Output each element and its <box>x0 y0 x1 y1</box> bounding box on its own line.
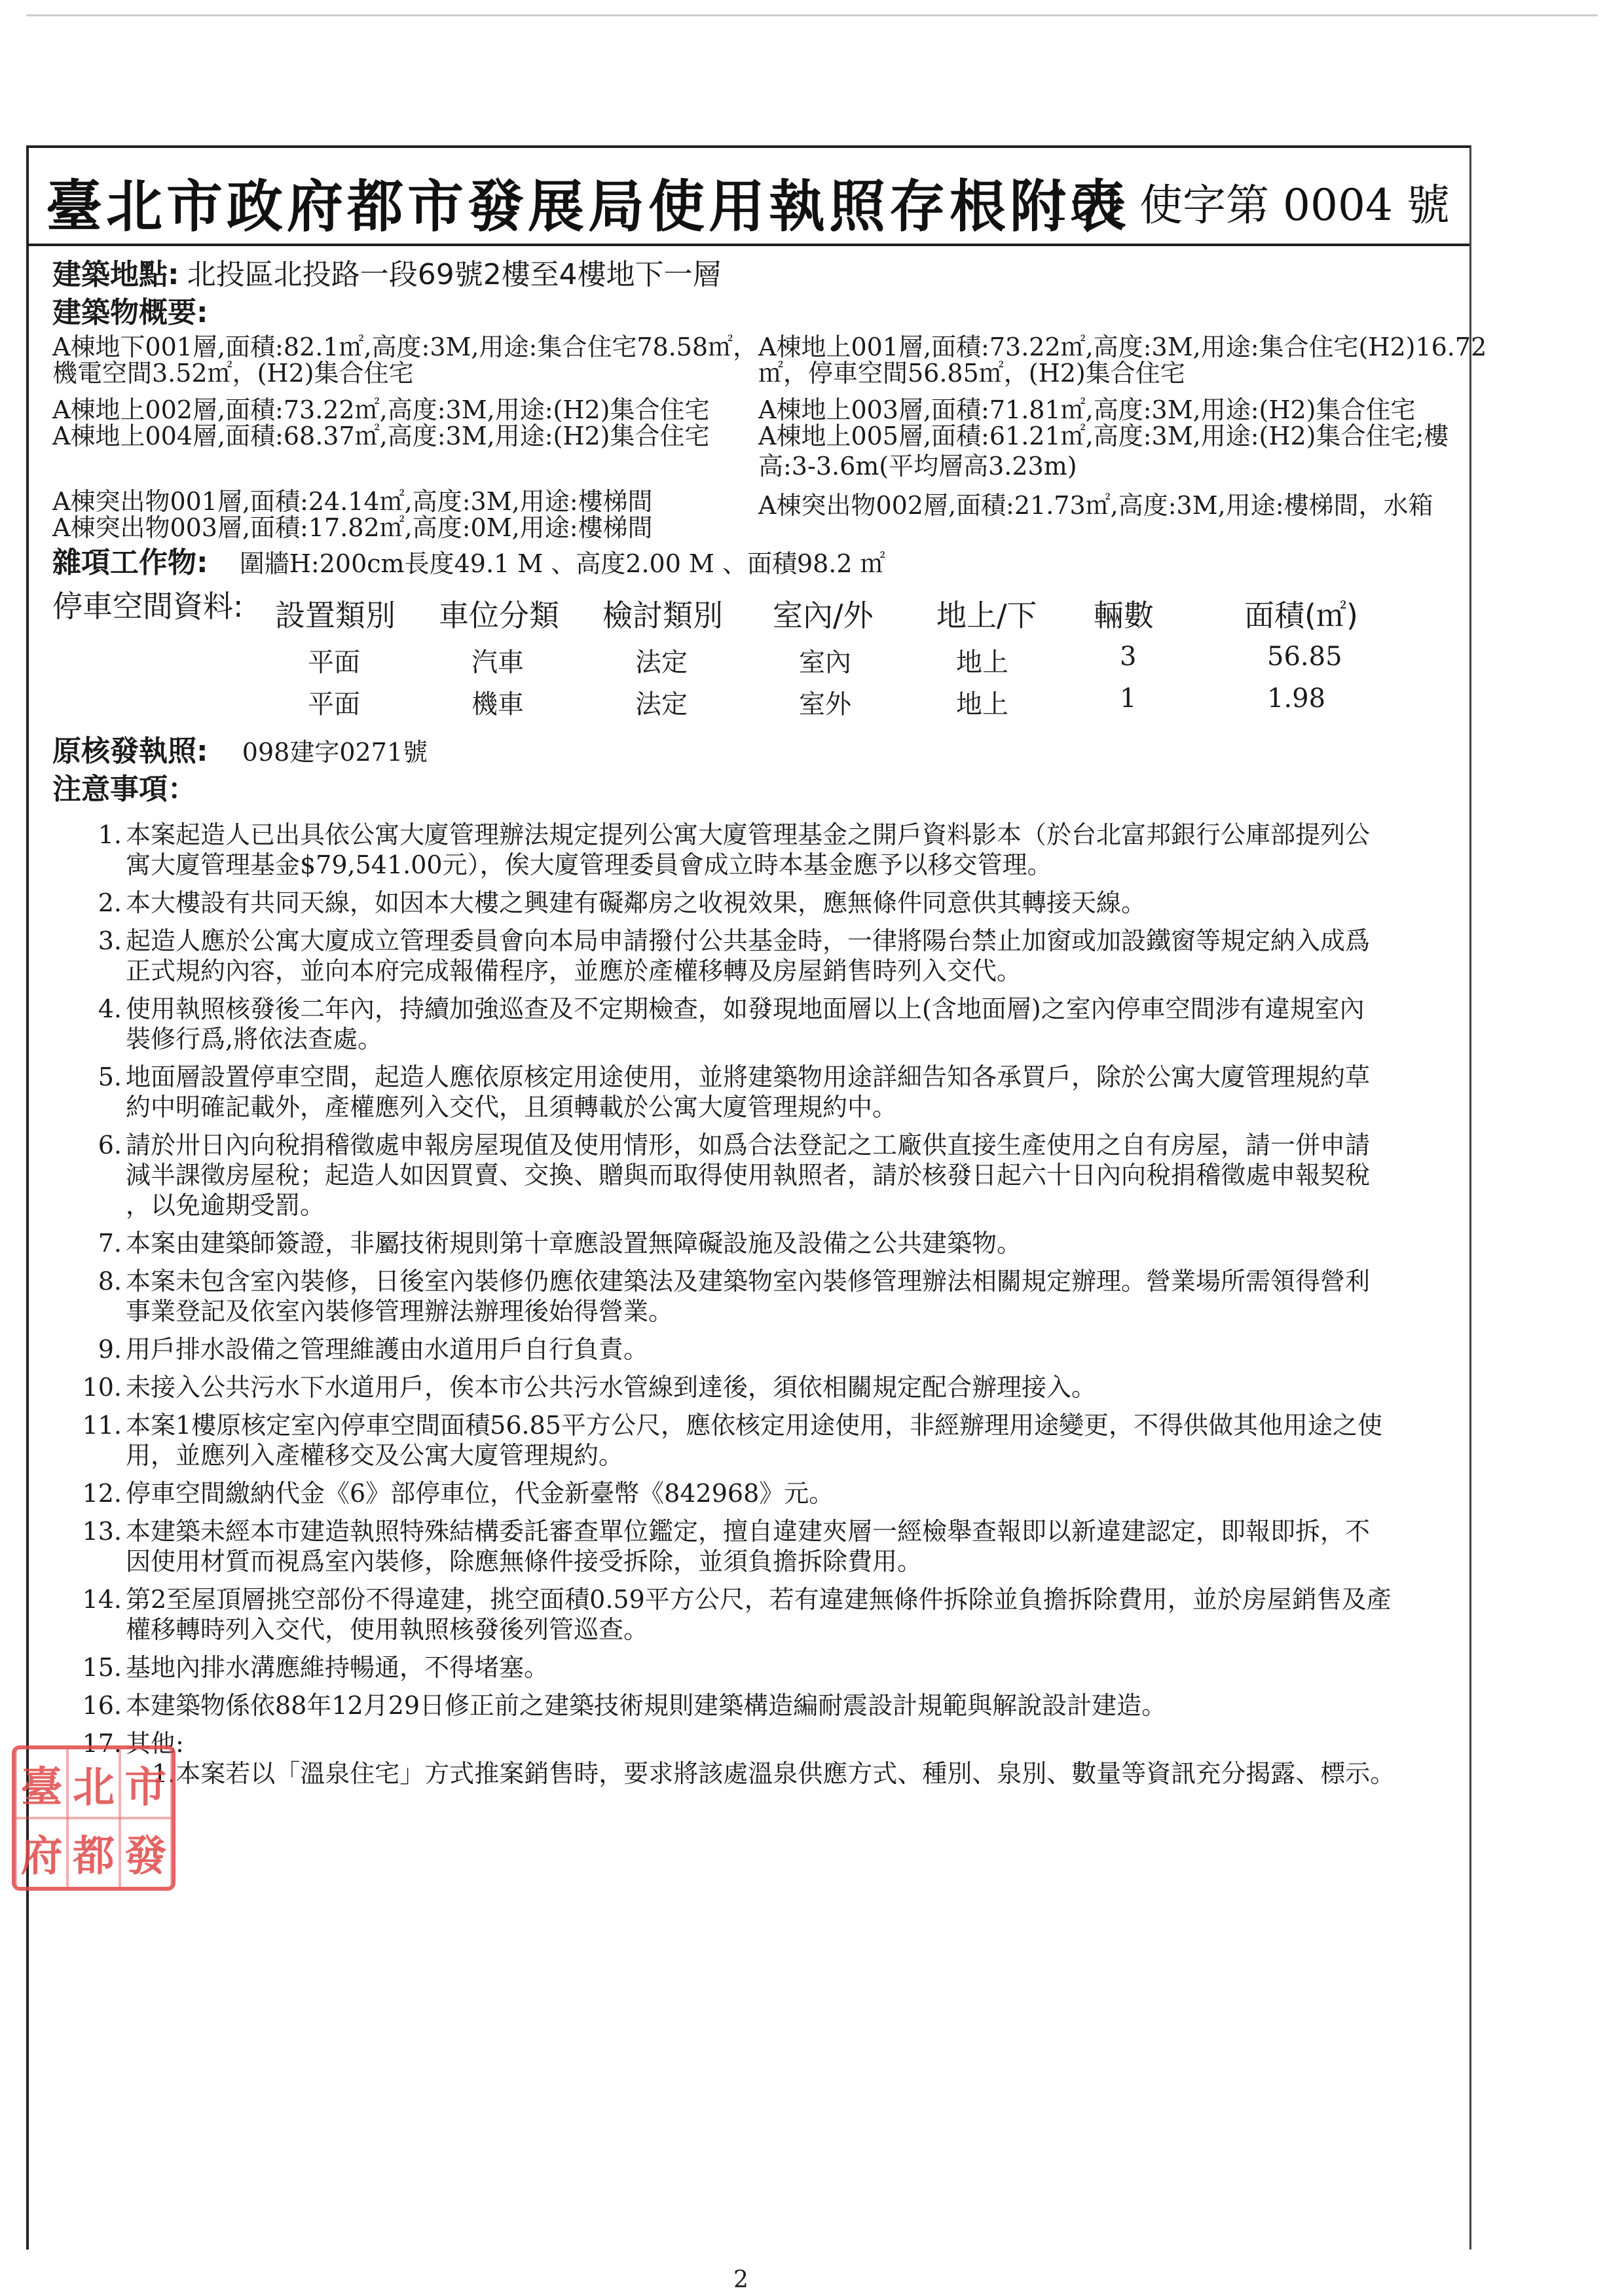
overview-left-line: A棟突出物001層,面積:24.14㎡,高度:3M,用途:樓梯間 <box>52 487 653 516</box>
parking-label: 停車空間資料: <box>52 589 244 624</box>
note-line <box>77 956 1452 986</box>
note-line <box>77 1130 1452 1160</box>
note-text: 本案由建築師簽證，非屬技術規則第十章應設置無障礙設施及設備之公共建築物。 <box>126 1229 1022 1258</box>
misc-row <box>52 546 885 579</box>
note-number: 12. <box>82 1479 122 1508</box>
note-text: 其他: <box>126 1729 184 1758</box>
note-number: 17. <box>82 1729 122 1758</box>
note-number: 8. <box>98 1267 122 1296</box>
note-number: 10. <box>82 1373 122 1402</box>
note-number: 15. <box>82 1653 122 1682</box>
note-line <box>77 1690 1452 1721</box>
note-line <box>77 1062 1452 1092</box>
overview-right-line: A棟地上003層,面積:71.81㎡,高度:3M,用途:(H2)集合住宅 <box>758 395 1416 424</box>
parking-cell: 地上 <box>956 689 1008 720</box>
note-number: 16. <box>82 1691 122 1720</box>
original-permit-row <box>52 737 428 767</box>
parking-header-cell: 設置類別 <box>275 598 396 633</box>
parking-cell: 1.98 <box>1267 683 1326 714</box>
note-text: 減半課徵房屋稅；起造人如因買賣、交換、贈與而取得使用執照者，請於核發日起六十日內向稅捐稽徵處申報契稅 <box>126 1161 1371 1190</box>
note-text: 基地內排水溝應維持暢通，不得堵塞。 <box>126 1653 549 1682</box>
note-text: 寓大廈管理基金$79,541.00元），俟大廈管理委員會成立時本基金應予以移交管理。 <box>126 850 1052 879</box>
site-value: 北投區北投路一段69號2樓至4樓地下一層 <box>187 258 722 291</box>
note-text: 用戶排水設備之管理維護由水道用戶自行負責。 <box>126 1335 649 1364</box>
note-line <box>77 1160 1452 1190</box>
parking-cell: 法定 <box>635 689 688 720</box>
note-line <box>77 1190 1452 1220</box>
overview-left-line: A棟突出物003層,面積:17.82㎡,高度:0M,用途:樓梯間 <box>52 513 653 542</box>
parking-header-cell: 地上/下 <box>936 598 1037 633</box>
parking-cell: 室內 <box>799 647 851 678</box>
note-line <box>77 1440 1452 1470</box>
parking-cell: 平面 <box>308 647 360 678</box>
note-number: 1. <box>98 820 122 849</box>
note-line <box>77 1516 1452 1546</box>
original-permit-label: 原核發執照: <box>52 735 208 768</box>
overview-right-line: A棟地上005層,面積:61.21㎡,高度:3M,用途:(H2)集合住宅;樓 <box>758 422 1449 450</box>
note-text: 權移轉時列入交代，使用執照核發後列管巡查。 <box>126 1615 649 1644</box>
parking-cell: 地上 <box>956 647 1008 678</box>
note-text: 1.本案若以「溫泉住宅」方式推案銷售時，要求將該處溫泉供應方式、種別、泉別、數量等資訊充分揭露、標示。 <box>152 1759 1395 1788</box>
note-line <box>77 1758 1452 1789</box>
overview-left-line: A棟地上004層,面積:68.37㎡,高度:3M,用途:(H2)集合住宅 <box>52 422 710 450</box>
note-text: 地面層設置停車空間，起造人應依原核定用途使用，並將建築物用途詳細告知各承買戶，除於公寓大廈管理規約草 <box>126 1063 1371 1091</box>
note-text: 未接入公共污水下水道用戶，俟本市公共污水管線到達後，須依相關規定配合辦理接入。 <box>126 1373 1097 1402</box>
note-number: 11. <box>82 1411 122 1440</box>
title-row <box>26 145 1469 246</box>
parking-cell: 3 <box>1120 642 1137 672</box>
scan-edge-line <box>26 14 1598 16</box>
note-text: 因使用材質而視爲室內裝修，除應無條件接受拆除，並須負擔拆除費用。 <box>126 1547 923 1576</box>
site-label: 建築地點: <box>52 258 179 291</box>
note-line <box>77 994 1452 1024</box>
note-line <box>77 1228 1452 1258</box>
stamp-char: 北 <box>67 1748 119 1819</box>
note-text: 裝修行爲,將依法查處。 <box>126 1025 383 1053</box>
stamp-char: 發 <box>120 1817 172 1888</box>
note-line <box>77 926 1452 956</box>
note-line <box>77 1092 1452 1122</box>
note-text: ，以免逾期受罰。 <box>126 1191 325 1220</box>
note-text: 本建築物係依88年12月29日修正前之建築技術規則建築構造編耐震設計規範與解說設計建造。 <box>126 1691 1167 1720</box>
parking-header-cell: 面積(㎡) <box>1244 598 1358 633</box>
official-seal-stamp <box>12 1745 175 1891</box>
note-text: 第2至屋頂層挑空部份不得違建，挑空面積0.59平方公尺，若有違建無條件拆除並負擔拆除費用，並於房屋銷售及產 <box>126 1585 1392 1614</box>
note-line <box>77 1652 1452 1683</box>
note-line <box>77 1728 1452 1758</box>
note-text: 約中明確記載外，產權應列入交代，且須轉載於公寓大廈管理規約中。 <box>126 1093 898 1121</box>
note-text: 本案起造人已出具依公寓大廈管理辦法規定提列公寓大廈管理基金之開戶資料影本（於台北富邦銀行公庫部提列公 <box>126 820 1371 849</box>
note-text: 本大樓設有共同天線，如因本大樓之興建有礙鄰房之收視效果，應無條件同意供其轉接天線。 <box>126 888 1147 917</box>
note-number: 5. <box>98 1063 122 1091</box>
note-number: 4. <box>98 994 122 1023</box>
parking-cell: 平面 <box>308 689 360 720</box>
stamp-char: 臺 <box>16 1748 67 1819</box>
stamp-char: 府 <box>16 1817 67 1888</box>
note-number: 6. <box>98 1131 122 1159</box>
overview-right-line: 高:3-3.6m(平均層高3.23m) <box>758 452 1077 481</box>
misc-value: 圍牆H:200cm長度49.1 M 、高度2.00 M 、面積98.2 ㎡ <box>239 549 885 578</box>
note-text: 使用執照核發後二年內，持續加強巡查及不定期檢查，如發現地面層以上(含地面層)之室內停車空間涉有違規室內 <box>126 994 1365 1023</box>
note-line <box>77 1410 1452 1440</box>
note-text: 用，並應列入產權移交及公寓大廈管理規約。 <box>126 1441 624 1470</box>
note-text: 起造人應於公寓大廈成立管理委員會向本局申請撥付公共基金時，一律將陽台禁止加窗或加設鐵窗等規定納入成爲 <box>126 926 1371 955</box>
parking-header-cell: 輛數 <box>1094 598 1154 633</box>
overview-left-line: A棟地下001層,面積:82.1㎡,高度:3M,用途:集合住宅78.58㎡， <box>52 333 758 361</box>
overview-left-line: 機電空間3.52㎡，(H2)集合住宅 <box>52 359 414 388</box>
permit-number: 101 使字第 0004 號 <box>1043 180 1450 230</box>
note-number: 14. <box>82 1585 122 1614</box>
stamp-char: 都 <box>67 1817 119 1888</box>
note-text: 請於卅日內向稅捐稽徵處申報房屋現值及使用情形，如爲合法登記之工廠供直接生產使用之自有房屋，請一併申請 <box>126 1131 1371 1159</box>
note-line <box>77 1546 1452 1576</box>
note-line <box>77 1614 1452 1645</box>
note-line <box>77 1584 1452 1614</box>
overview-right-line: A棟地上001層,面積:73.22㎡,高度:3M,用途:集合住宅(H2)16.72 <box>758 333 1487 361</box>
site-row <box>52 258 722 291</box>
parking-cell: 1 <box>1120 683 1137 714</box>
note-text: 本建築未經本市建造執照特殊結構委託審查單位鑑定，擅自違建夾層一經檢舉查報即以新違建認定，即報即拆，不 <box>126 1517 1371 1546</box>
parking-header-cell: 車位分類 <box>439 598 559 633</box>
note-line <box>77 1296 1452 1326</box>
overview-right-line: ㎡，停車空間56.85㎡，(H2)集合住宅 <box>758 359 1185 388</box>
note-line <box>77 850 1452 880</box>
overview-right-line: A棟突出物002層,面積:21.73㎡,高度:3M,用途:樓梯間，水箱 <box>758 491 1433 520</box>
note-text: 停車空間繳納代金《6》部停車位，代金新臺幣《842968》元。 <box>126 1479 834 1508</box>
note-number: 3. <box>98 926 122 955</box>
parking-cell: 機車 <box>471 689 524 720</box>
note-number: 2. <box>98 888 122 917</box>
note-line <box>77 1266 1452 1296</box>
note-line <box>77 1024 1452 1054</box>
note-number: 9. <box>98 1335 122 1364</box>
page-number: 2 <box>733 2267 748 2293</box>
note-number: 13. <box>82 1517 122 1546</box>
note-line <box>77 1478 1452 1508</box>
note-text: 本案未包含室內裝修，日後室內裝修仍應依建築法及建築物室內裝修管理辦法相關規定辦理。營業場所需領得營利 <box>126 1267 1371 1296</box>
note-text: 本案1樓原核定室內停車空間面積56.85平方公尺，應依核定用途使用，非經辦理用途變更，不得供做其他用途之使 <box>126 1411 1382 1440</box>
document-title: 臺北市政府都市發展局使用執照存根附表 <box>46 173 1130 240</box>
overview-left-line: A棟地上002層,面積:73.22㎡,高度:3M,用途:(H2)集合住宅 <box>52 395 710 424</box>
note-line <box>77 1334 1452 1364</box>
note-text: 事業登記及依室內裝修管理辦法辦理後始得營業。 <box>126 1297 674 1326</box>
parking-cell: 汽車 <box>471 647 524 678</box>
misc-label: 雜項工作物: <box>52 546 208 579</box>
notes-label: 注意事項： <box>52 773 196 806</box>
note-line <box>77 820 1452 850</box>
stamp-char: 市 <box>120 1748 172 1819</box>
parking-header-cell: 室內/外 <box>773 598 874 633</box>
parking-cell: 室外 <box>799 689 851 720</box>
original-permit-value: 098建字0271號 <box>242 738 428 767</box>
note-line <box>77 1372 1452 1402</box>
parking-cell: 法定 <box>635 647 688 678</box>
note-number: 7. <box>98 1229 122 1258</box>
note-text: 正式規約內容，並向本府完成報備程序，並應於產權移轉及房屋銷售時列入交代。 <box>126 957 1022 985</box>
overview-label: 建築物概要: <box>52 296 208 329</box>
note-line <box>77 888 1452 918</box>
parking-header-cell: 檢討類別 <box>602 598 723 633</box>
parking-cell: 56.85 <box>1267 642 1342 672</box>
